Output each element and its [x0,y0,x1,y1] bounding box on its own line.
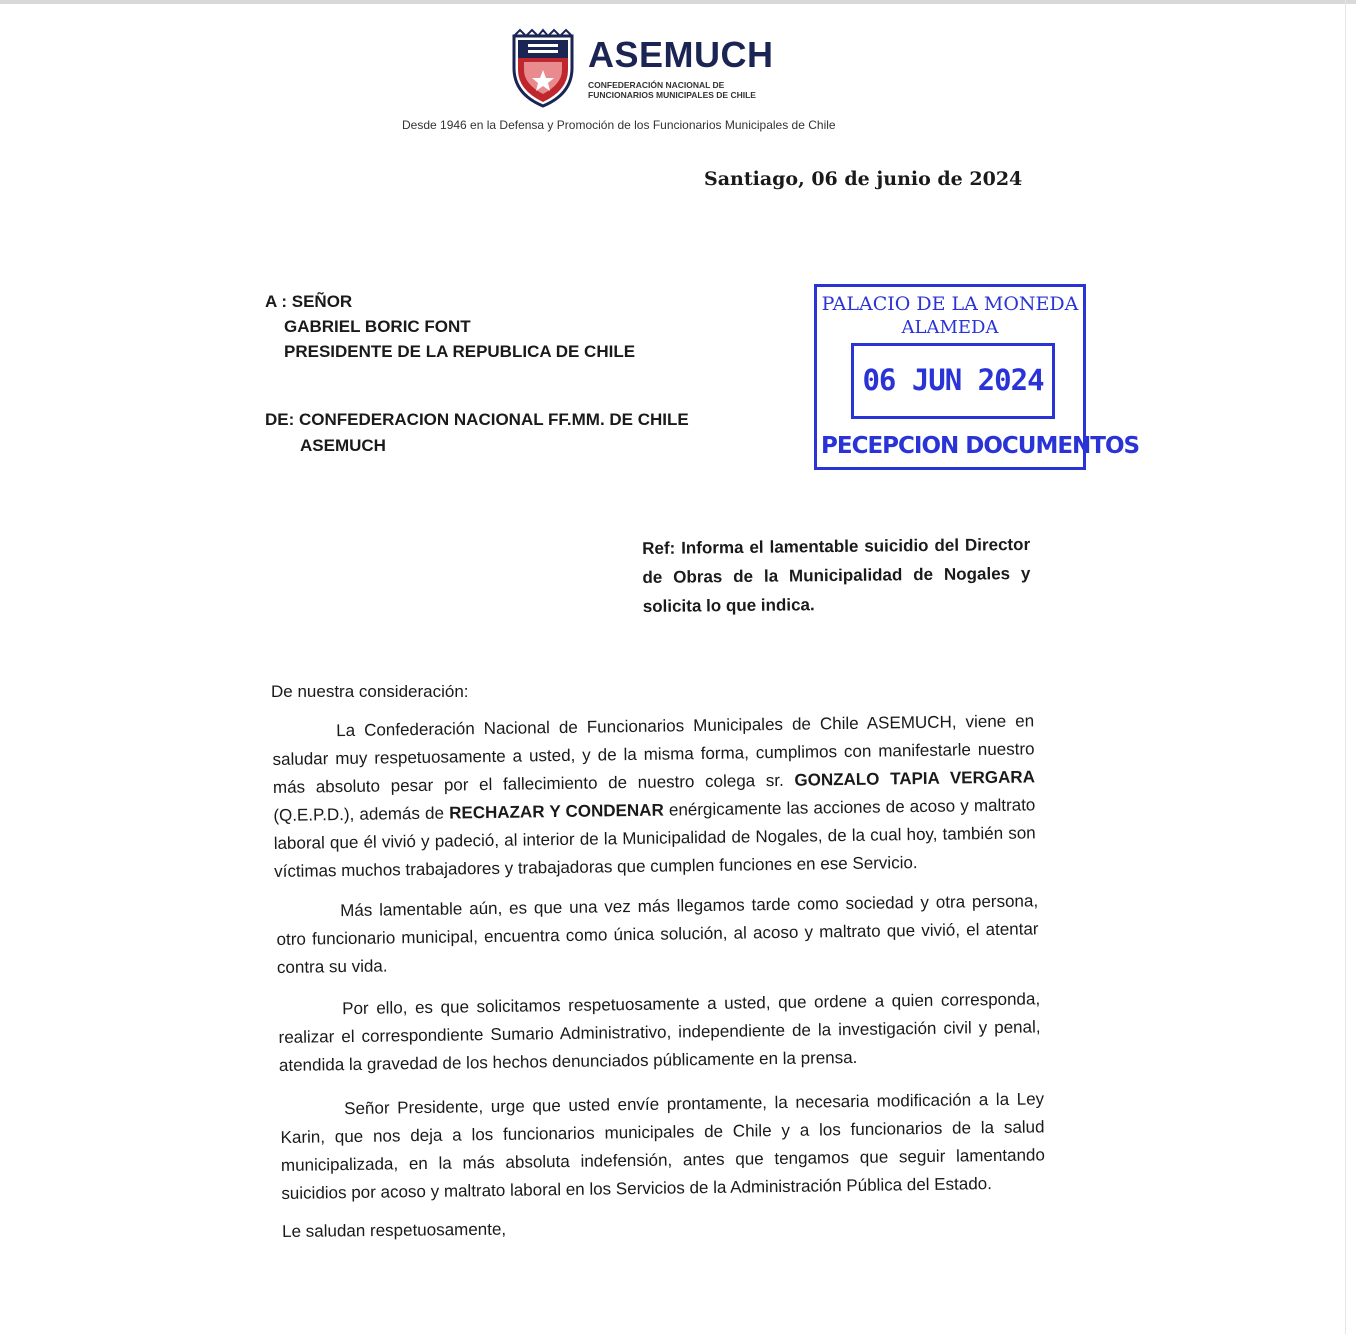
stamp-date: 06 JUN 2024 [862,363,1044,397]
letterhead-tagline: Desde 1946 en la Defensa y Promoción de los Funcionarios Municipales de Chile [402,118,836,132]
letter-date: Santiago, 06 de junio de 2024 [704,168,1023,190]
p1-deceased-name: GONZALO TAPIA VERGARA [794,767,1036,790]
recipient-prefix: A : SEÑOR [265,292,353,311]
stamp-location: ALAMEDA [901,317,999,338]
body-paragraph-4: Señor Presidente, urge que usted envíe prontamente, la necesaria modificación a la Ley Karin, que nos deja a los funcionarios municipales de Chile y a los funcionarios de la salud municipalizada, en la más absoluta indefensión, antes que tengamos que seguir lamentando suicidios por acoso y maltrato laboral en los Servicios de la Administración Pública del Estado. [280,1089,1046,1203]
p1-text-a: La Confederación Nacional de Funcionarios Municipales de Chile ASEMUCH, viene en saludar muy respetuosamente a usted, y de la misma forma, cumplimos con manifestarle nuestro más absoluto pesar por el fallecimiento de nuestro colega sr. [272,711,1035,797]
letterhead-logo [510,28,810,118]
stamp-reception-label: PECEPCION DOCUMENTOS [821,433,1140,459]
sender-line-1: DE: CONFEDERACION NACIONAL FF.MM. DE CHILE [265,410,689,429]
recipient-title: PRESIDENTE DE LA REPUBLICA DE CHILE [284,342,636,361]
p1-reject-condemn: RECHAZAR Y CONDENAR [449,800,664,823]
body-paragraph-2: Más lamentable aún, es que una vez más llegamos tarde como sociedad y otra persona, otro funcionario municipal, encuentra como única solución, al acoso y maltrato que vivió, el atentar contra su vida. [276,891,1039,977]
asemuch-shield-icon [510,28,576,108]
recipient-name: GABRIEL BORIC FONT [284,317,471,336]
brand-name: ASEMUCH [588,34,774,75]
sender-line-2: ASEMUCH [300,436,386,455]
brand-subtitle-line-2: FUNCIONARIOS MUNICIPALES DE CHILE [588,90,756,100]
closing-line: Le saludan respetuosamente, [282,1219,507,1241]
brand-subtitle [588,80,818,100]
greeting: De nuestra consideración: [271,682,469,701]
reference-subject: Ref: Informa el lamentable suicidio del Director de Obras de la Municipalidad de Nogales y solicita lo que indica. [642,534,1031,616]
page-right-edge [1345,0,1346,1334]
reception-stamp [814,284,1140,470]
stamp-palace: PALACIO DE LA MONEDA [821,293,1079,315]
p1-text-e: enérgicamente las acciones de acoso y maltrato laboral que él vivió y padeció, al interior de la Municipalidad de Nogales, de la cual hoy, también son víctimas muchos trabajadores y trabajadoras que cumplen funciones en ese Servicio. [273,795,1036,881]
p1-text-c: (Q.E.P.D.), además de [273,803,450,825]
page-top-edge [0,0,1356,4]
stamp-date-box [851,343,1055,419]
body-paragraph-1 [272,707,1036,886]
brand-subtitle-line-1: CONFEDERACIÓN NACIONAL DE [588,80,725,90]
body-paragraph-3: Por ello, es que solicitamos respetuosamente a usted, que ordene a quien corresponda, realizar el correspondiente Sumario Administrativo, independiente de la investigación civil y penal, atendida la gravedad de los hechos denunciados públicamente en la prensa. [278,989,1041,1075]
